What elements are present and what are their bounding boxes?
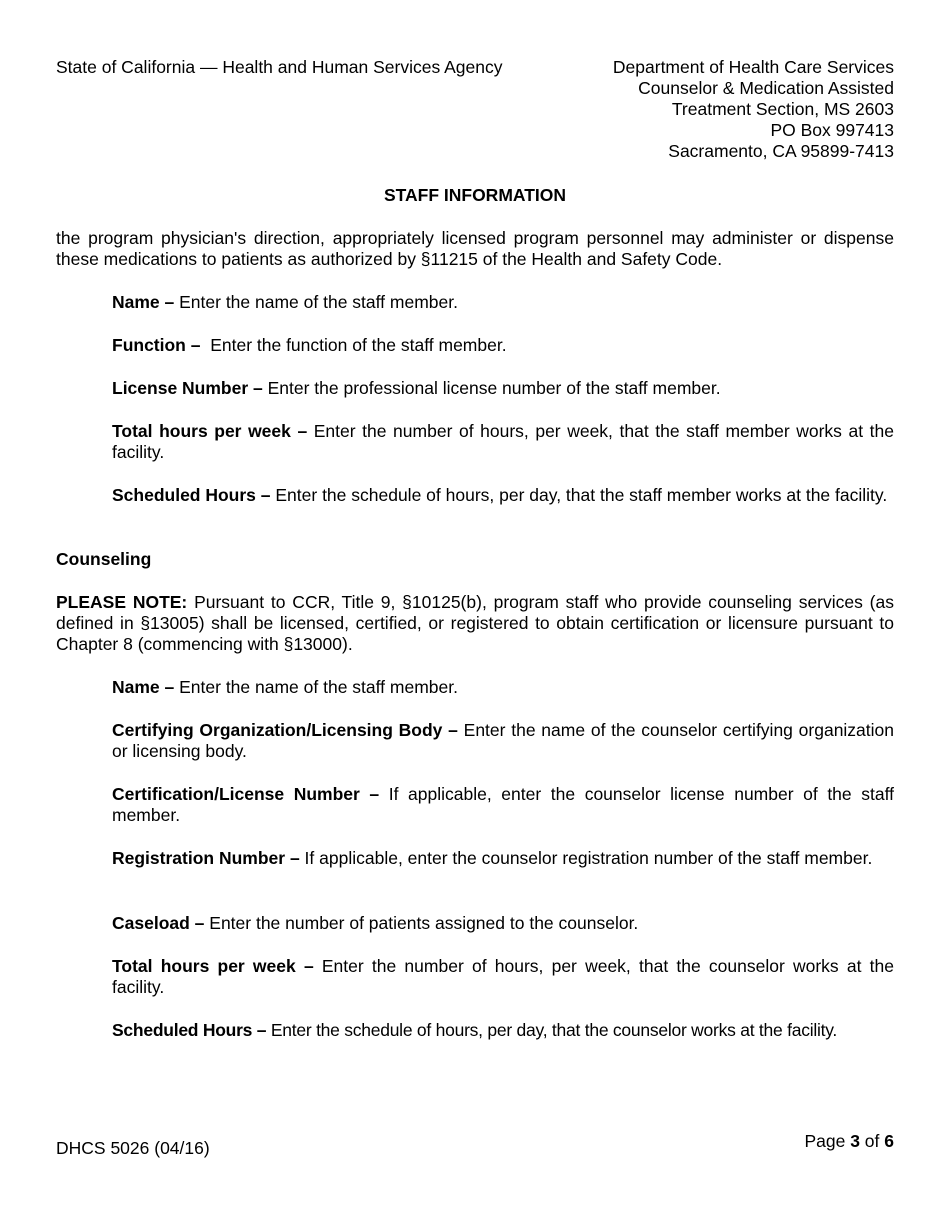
page-number bbox=[804, 1131, 894, 1152]
field-label: Total hours per week – bbox=[112, 421, 308, 441]
counselor-field-registration-number bbox=[112, 848, 894, 869]
note-label: PLEASE NOTE: bbox=[56, 592, 188, 612]
department-address bbox=[613, 57, 894, 162]
address-line: Sacramento, CA 95899-7413 bbox=[668, 141, 894, 161]
field-description: Enter the number of patients assigned to the counselor. bbox=[204, 913, 639, 933]
staff-field-function bbox=[112, 335, 894, 356]
section-heading-counseling: Counseling bbox=[56, 549, 152, 569]
field-description: If applicable, enter the counselor license number of the staff member. bbox=[112, 784, 894, 825]
intro-paragraph: the program physician's direction, appropriately licensed program personnel may administer or dispense these medications to patients as authorized by §11215 of the Health and Safety Code. bbox=[56, 228, 894, 269]
address-line: PO Box 997413 bbox=[770, 120, 894, 140]
field-description: Enter the professional license number of the staff member. bbox=[262, 378, 721, 398]
field-description: If applicable, enter the counselor registration number of the staff member. bbox=[299, 848, 873, 868]
field-description: Enter the function of the staff member. bbox=[200, 335, 507, 355]
field-description: Enter the name of the counselor certifying organization or licensing body. bbox=[112, 720, 895, 761]
page-title: STAFF INFORMATION bbox=[383, 185, 567, 205]
staff-field-total-hours bbox=[112, 421, 894, 463]
form-identifier: DHCS 5026 (04/16) bbox=[56, 1138, 210, 1158]
field-label: Certifying Organization/Licensing Body – bbox=[112, 720, 458, 740]
field-description: Enter the number of hours, per week, that the staff member works at the facility. bbox=[112, 421, 894, 462]
please-note-paragraph bbox=[56, 592, 894, 655]
counselor-field-scheduled-hours bbox=[112, 1020, 894, 1041]
field-label: Total hours per week – bbox=[112, 956, 314, 976]
agency-header: State of California — Health and Human Services Agency bbox=[56, 57, 503, 77]
address-line: Treatment Section, MS 2603 bbox=[671, 99, 894, 119]
page-prefix: Page bbox=[804, 1131, 851, 1151]
page-current: 3 bbox=[850, 1131, 860, 1151]
page-mid: of bbox=[859, 1131, 885, 1151]
field-description: Enter the schedule of hours, per day, that the staff member works at the facility. bbox=[270, 485, 888, 505]
field-description: Enter the name of the staff member. bbox=[174, 292, 458, 312]
address-line: Department of Health Care Services bbox=[612, 57, 894, 77]
field-label: Name – bbox=[112, 292, 175, 312]
field-label: License Number – bbox=[112, 378, 263, 398]
field-label: Caseload – bbox=[112, 913, 205, 933]
address-line: Counselor & Medication Assisted bbox=[638, 78, 894, 98]
counselor-field-caseload bbox=[112, 913, 894, 934]
field-label: Scheduled Hours – bbox=[112, 1020, 267, 1040]
field-label: Function – bbox=[112, 335, 201, 355]
counselor-field-certification-license-number bbox=[112, 784, 894, 826]
field-description: Enter the number of hours, per week, that the counselor works at the facility. bbox=[112, 956, 894, 997]
staff-field-scheduled-hours bbox=[112, 485, 894, 506]
page-total: 6 bbox=[884, 1131, 894, 1151]
staff-field-license-number bbox=[112, 378, 894, 399]
counselor-field-total-hours bbox=[112, 956, 894, 998]
counselor-field-certifying-organization bbox=[112, 720, 894, 762]
field-label: Name – bbox=[112, 677, 175, 697]
field-label: Certification/License Number – bbox=[112, 784, 380, 804]
field-label: Scheduled Hours – bbox=[112, 485, 271, 505]
field-description: Enter the schedule of hours, per day, that the counselor works at the facility. bbox=[266, 1020, 838, 1040]
field-description: Enter the name of the staff member. bbox=[174, 677, 458, 697]
field-label: Registration Number – bbox=[112, 848, 300, 868]
note-text: Pursuant to CCR, Title 9, §10125(b), program staff who provide counseling services (as defined in §13005) shall be licensed, certified, or registered to obtain certification or licensure pursuant to Chapter 8 (commencing with §13000). bbox=[56, 592, 894, 654]
staff-field-name bbox=[112, 292, 894, 313]
counselor-field-name bbox=[112, 677, 894, 698]
